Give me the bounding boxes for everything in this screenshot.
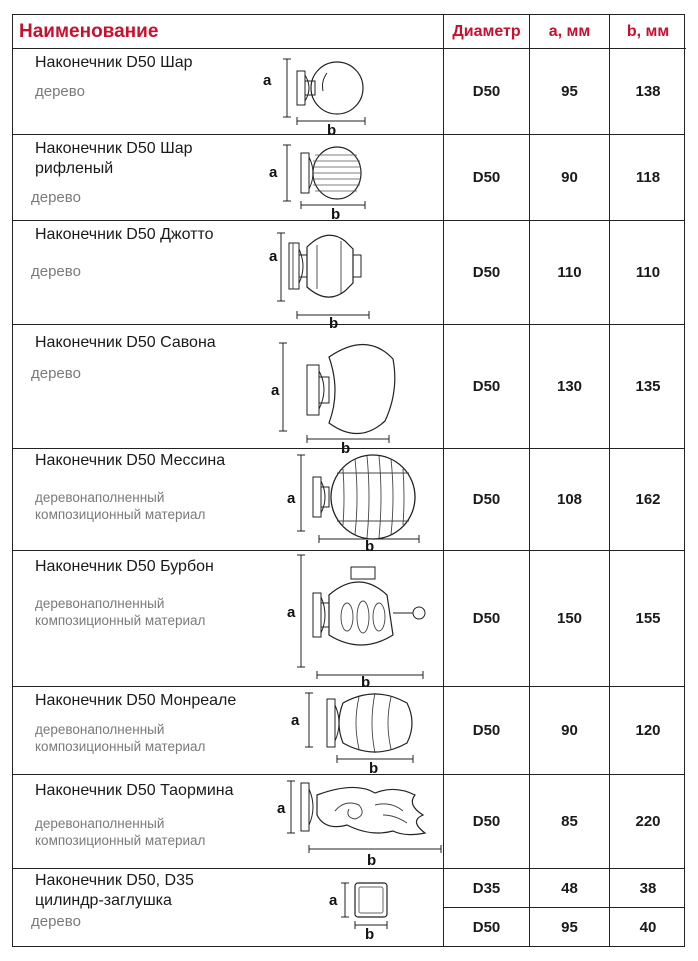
product-title: Наконечник D50 Бурбон [35, 558, 214, 575]
a-value: 108 [530, 449, 610, 550]
diameter-value: D50 [444, 135, 530, 220]
finial-ball-drawing [257, 51, 437, 139]
a-value: 85 [530, 775, 610, 868]
finial-giotto-drawing [257, 227, 437, 332]
b-value: 135 [635, 378, 661, 395]
product-material: деревонаполненный композиционный материал [35, 722, 206, 754]
a-value: 90 [530, 135, 610, 220]
a-value: 95 [530, 49, 610, 134]
header-diameter: Диаметр [444, 15, 530, 49]
dim-a-label: а [269, 248, 278, 265]
dim-b-label: b [331, 206, 341, 223]
b-value: 155 [635, 610, 661, 627]
product-material: дерево [31, 263, 81, 280]
product-material: деревонаполненный композиционный материал [35, 490, 206, 522]
table-row [13, 221, 684, 332]
product-material: деревонаполненный композиционный материал [35, 596, 206, 628]
a-value: 130 [530, 325, 610, 448]
header-name: Наименование [13, 15, 444, 49]
diameter-value: D50 [444, 449, 530, 550]
table-row [13, 687, 684, 775]
products-table [12, 14, 685, 947]
dim-b-label: b [369, 760, 379, 777]
dim-b-label: b [365, 538, 375, 555]
product-material: дерево [31, 913, 81, 930]
dim-b-label: b [367, 852, 377, 869]
dim-b-label: b [361, 674, 371, 691]
dim-a-label: а [287, 604, 296, 621]
diameter-value: D50 [444, 49, 530, 134]
diameter-value: D50 [444, 551, 530, 686]
dim-b-label: b [341, 440, 351, 457]
dim-a-label: а [269, 164, 278, 181]
table-row [13, 551, 684, 691]
dim-b-label: b [329, 315, 339, 332]
name-cell [13, 49, 444, 139]
name-cell [13, 325, 444, 457]
end-cap-cylinder-drawing [323, 875, 433, 945]
diameter-value: D50 [444, 325, 530, 448]
b-value: 38 [639, 879, 657, 897]
product-title: Наконечник D50 Шар рифленый [35, 140, 193, 177]
dim-a-label: а [291, 712, 300, 729]
dim-a-label: а [263, 72, 272, 89]
product-material: деревонаполненный композиционный материал [35, 816, 206, 848]
product-title: Наконечник D50 Мессина [35, 452, 226, 469]
name-cell [13, 775, 444, 868]
product-material: дерево [35, 83, 85, 100]
b-value: 118 [635, 169, 661, 186]
name-cell [13, 687, 444, 777]
table-row [13, 775, 684, 869]
dim-a-label: а [271, 382, 280, 399]
a-value: 110 [530, 221, 610, 324]
header-b: b, мм [610, 15, 686, 49]
name-cell [13, 221, 444, 332]
product-title: Наконечник D50 Джотто [35, 226, 214, 243]
product-title: Наконечник D50, D35 цилиндр-заглушка [35, 872, 194, 909]
table-row [13, 49, 684, 139]
dim-a-label: а [277, 800, 286, 817]
product-title: Наконечник D50 Савона [35, 334, 216, 351]
finial-savona-drawing [257, 337, 437, 457]
b-value: 138 [635, 83, 661, 100]
finial-monreale-drawing [283, 687, 443, 775]
a-value: 150 [530, 551, 610, 686]
b-value: 110 [635, 264, 661, 281]
finial-taormina-drawing [275, 775, 443, 869]
diameter-value: D50 [444, 775, 530, 868]
finial-bourbon-drawing [263, 551, 443, 691]
product-title: Наконечник D50 Монреале [35, 692, 237, 709]
table-row [13, 325, 684, 457]
finial-ribbed-ball-drawing [257, 139, 437, 223]
b-value: 220 [635, 813, 661, 830]
table-row [13, 869, 684, 946]
table-row [13, 449, 684, 555]
name-cell [13, 551, 444, 691]
product-material: дерево [31, 189, 81, 206]
product-title: Наконечник D50 Шар [35, 54, 193, 71]
a-value: 90 [530, 687, 610, 774]
a-value: 95 [530, 908, 610, 946]
product-title: Наконечник D50 Таормина [35, 782, 234, 799]
name-cell [13, 869, 444, 946]
dim-a-label: а [329, 892, 338, 909]
diameter-value: D50 [444, 908, 530, 946]
table-row [13, 135, 684, 221]
name-cell [13, 449, 444, 555]
dim-b-label: b [365, 926, 375, 943]
diameter-value: D50 [444, 687, 530, 774]
b-value: 120 [635, 722, 661, 739]
diameter-value: D50 [444, 221, 530, 324]
b-value: 162 [635, 491, 661, 508]
dim-a-label: а [287, 490, 296, 507]
dim-b-label: b [327, 122, 337, 139]
name-cell [13, 135, 444, 223]
header-a: а, мм [530, 15, 610, 49]
table-header [13, 15, 684, 49]
product-material: дерево [31, 365, 81, 382]
b-value: 40 [639, 918, 657, 936]
finial-messina-drawing [263, 449, 443, 555]
a-value: 48 [530, 869, 610, 907]
diameter-value: D35 [444, 869, 530, 907]
